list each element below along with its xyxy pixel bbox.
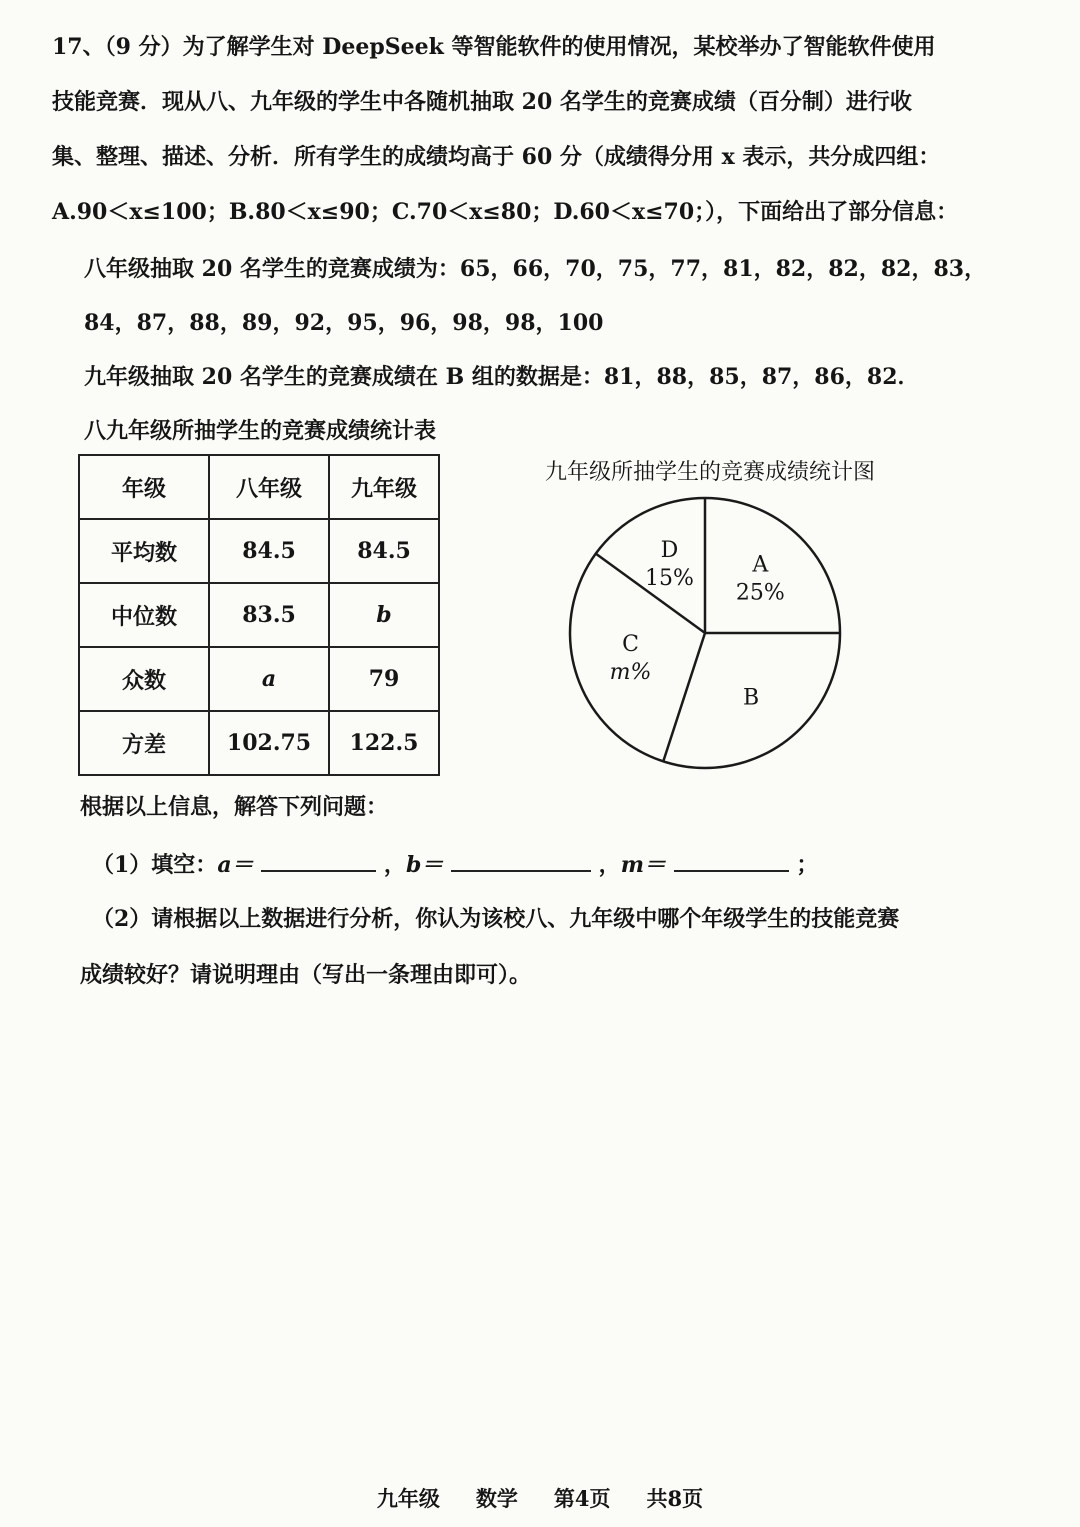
- pie-slice-label: C: [622, 632, 639, 658]
- footer-grade: 九年级: [376, 1486, 440, 1511]
- pie-slice-boundary: [663, 633, 705, 761]
- table-row: [79, 711, 439, 775]
- q1-end: ；: [796, 852, 819, 878]
- problem-line-2: 技能竞赛．现从八、九年级的学生中各随机抽取 20 名学生的竞赛成绩（百分制）进行收: [52, 89, 912, 115]
- pie-slice-label: A: [752, 552, 769, 578]
- table-cell: 102.75: [209, 711, 329, 775]
- row-label: 众数: [79, 647, 209, 711]
- pie-slice-value: 25%: [735, 580, 785, 606]
- variable-a: a: [261, 666, 277, 692]
- table-cell: 79: [329, 647, 439, 711]
- table-cell: 83.5: [209, 583, 329, 647]
- q1-comma: ，: [383, 852, 406, 878]
- question-1: [92, 848, 1072, 879]
- pie-chart-title: 九年级所抽学生的竞赛成绩统计图: [545, 460, 876, 485]
- question-2-line-1: （2）请根据以上数据进行分析，你认为该校八、九年级中哪个年级学生的技能竞赛: [92, 906, 900, 932]
- row-label: 中位数: [79, 583, 209, 647]
- footer-page: 第4页: [553, 1486, 611, 1511]
- table-row: [79, 519, 439, 583]
- header-cell: 年级: [79, 455, 209, 519]
- q1-a-label: a＝: [217, 852, 254, 878]
- variable-b: b: [376, 602, 392, 628]
- table-cell: 84.5: [329, 519, 439, 583]
- pie-slice-label: B: [742, 685, 760, 711]
- table-cell: 84.5: [209, 519, 329, 583]
- pie-slice-value: m%: [609, 660, 652, 686]
- row-label: 平均数: [79, 519, 209, 583]
- problem-line-1: 17、（9 分）为了解学生对 DeepSeek 等智能软件的使用情况，某校举办了智能软件使用: [52, 34, 936, 60]
- q1-b-label: b＝: [405, 852, 444, 878]
- table-title: 八九年级所抽学生的竞赛成绩统计表: [84, 418, 437, 444]
- table-cell: [209, 647, 329, 711]
- grade8-scores-line-2: 84，87，88，89，92，95，96，98，98，100: [84, 310, 604, 336]
- problem-line-3: 集、整理、描述、分析．所有学生的成绩均高于 60 分（成绩得分用 x 表示，共分成四组：: [52, 144, 941, 170]
- header-cell: 九年级: [329, 455, 439, 519]
- answer-blank-a[interactable]: [261, 848, 376, 872]
- answer-blank-b[interactable]: [451, 848, 591, 872]
- q1-prefix: （1）填空：: [92, 852, 218, 878]
- pie-slice-label: D: [660, 538, 679, 564]
- grade8-scores-line-1: 八年级抽取 20 名学生的竞赛成绩为：65，66，70，75，77，81，82，82，82，83，: [84, 256, 987, 282]
- question-2-line-2: 成绩较好？请说明理由（写出一条理由即可）。: [80, 962, 532, 988]
- answer-blank-m[interactable]: [674, 848, 789, 872]
- footer-subject: 数学: [475, 1486, 518, 1511]
- footer-total: 共8页: [646, 1486, 704, 1511]
- questions-intro: 根据以上信息，解答下列问题：: [80, 794, 389, 820]
- stats-table: [78, 454, 440, 776]
- q1-m-label: m＝: [620, 852, 666, 878]
- q1-comma: ，: [598, 852, 621, 878]
- pie-slice-value: 15%: [644, 566, 694, 592]
- header-cell: 八年级: [209, 455, 329, 519]
- table-row: [79, 647, 439, 711]
- page-footer: [0, 1483, 1080, 1513]
- table-cell: 122.5: [329, 711, 439, 775]
- table-cell: [329, 583, 439, 647]
- pie-chart: [565, 495, 845, 775]
- table-header-row: [79, 455, 439, 519]
- grade9-b-group-line: 九年级抽取 20 名学生的竞赛成绩在 B 组的数据是：81，88，85，87，86，82．: [84, 364, 920, 390]
- problem-line-4: A.90＜x≤100；B.80＜x≤90；C.70＜x≤80；D.60＜x≤70；），下面给出了部分信息：: [52, 199, 959, 225]
- table-row: [79, 583, 439, 647]
- row-label: 方差: [79, 711, 209, 775]
